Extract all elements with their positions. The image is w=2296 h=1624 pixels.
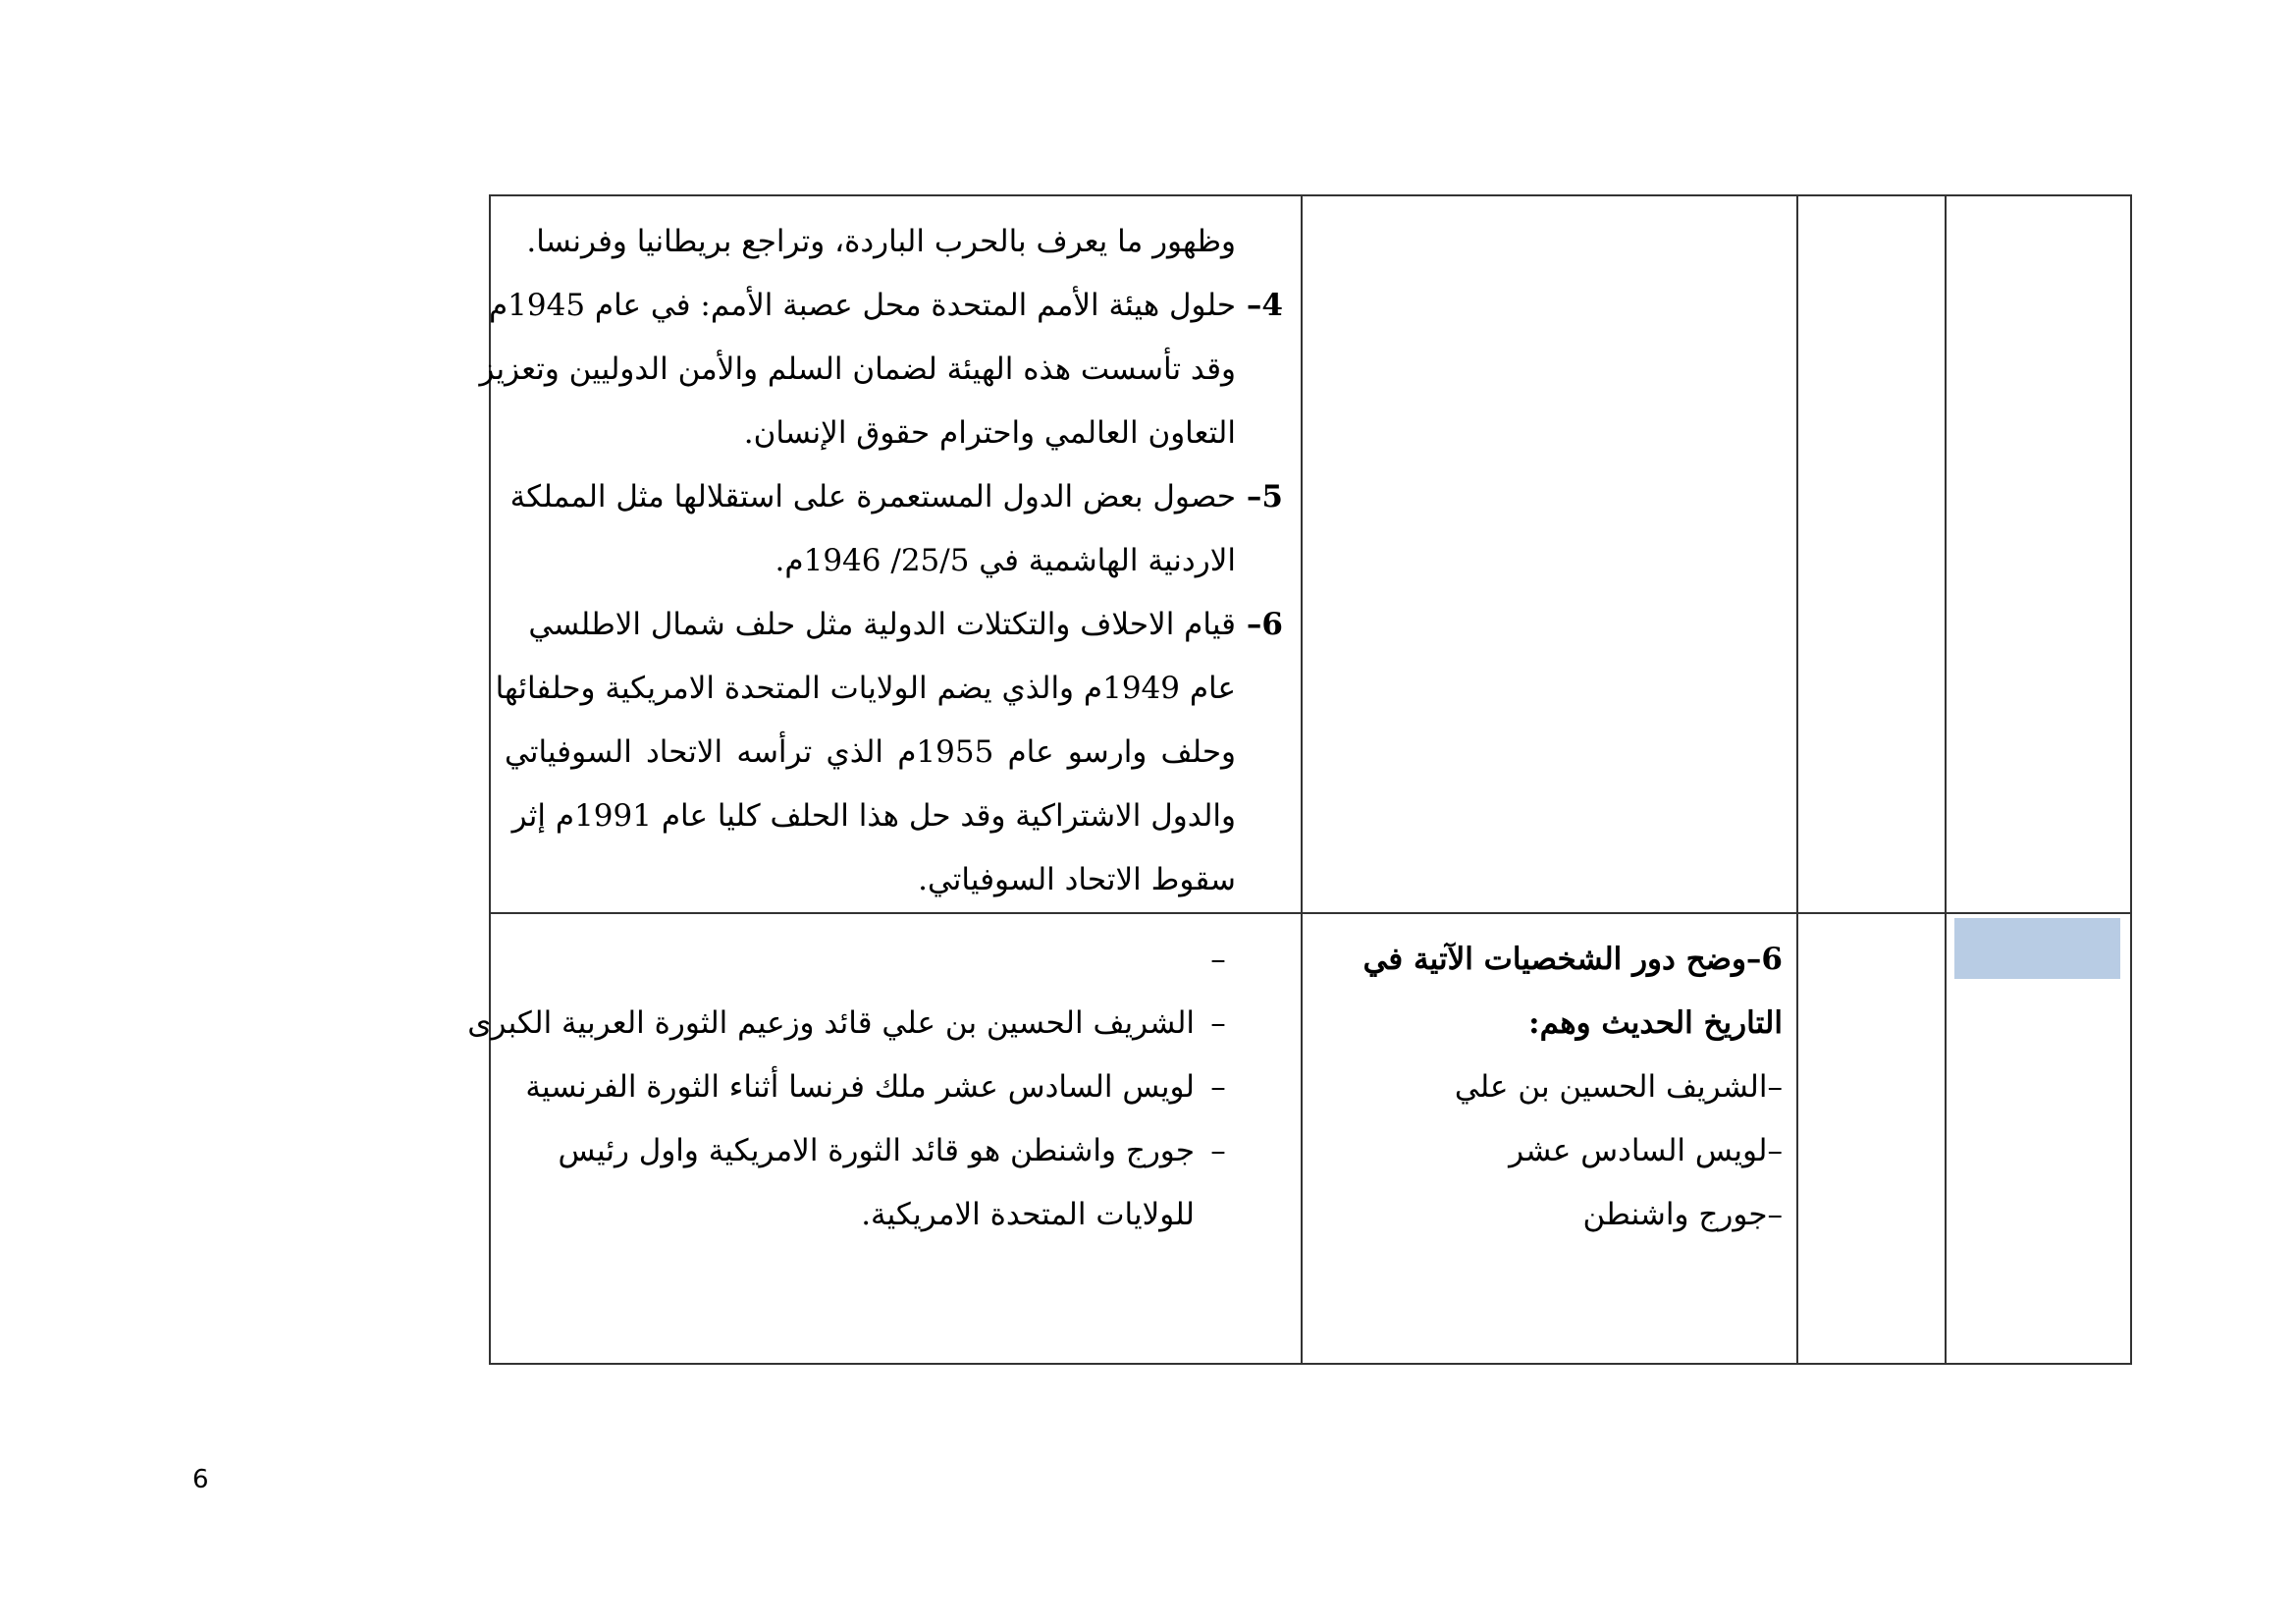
answer-line: عام 1949م والذي يضم الولايات المتحدة الامريكية وحلفائها	[495, 671, 1236, 706]
answer-line: وظهور ما يعرف بالحرب الباردة، وتراجع بريطانيا وفرنسا.	[526, 224, 1236, 259]
answer-list	[467, 914, 1301, 1247]
item-number: 5–	[1246, 479, 1283, 514]
table-row	[490, 913, 2131, 1364]
answer-text	[479, 196, 1301, 912]
score-cell	[1946, 913, 2131, 1364]
item-number: 6–	[1246, 607, 1283, 642]
answer-line: 6–قيام الاحلاف والتكتلات الدولية مثل حلف شمال الاطلسي	[505, 593, 1283, 657]
answer-line: التعاون العالمي واحترام حقوق الإنسان.	[743, 415, 1236, 451]
answer-line: سقوط الاتحاد السوفياتي.	[918, 862, 1236, 897]
question-cell	[1302, 195, 1797, 913]
table-row	[490, 195, 2131, 913]
page-number: 6	[192, 1465, 209, 1494]
question-cell	[1302, 913, 1797, 1364]
answer-table	[467, 194, 2132, 1365]
answer-item-continuation: للولايات المتحدة الامريكية.	[861, 1197, 1195, 1232]
answer-cell	[467, 913, 1302, 1364]
item-number: 4–	[1246, 288, 1283, 323]
score-highlight	[1954, 918, 2120, 979]
answer-line: والدول الاشتراكية وقد حل هذا الحلف كليا عام 1991م إثر	[511, 798, 1236, 834]
question-text	[1303, 914, 1796, 1247]
answer-item: –جورج واشنطن هو قائد الثورة الامريكية واول رئيس	[558, 1133, 1226, 1168]
question-title: 6–وضح دور الشخصيات الآتية في	[1362, 942, 1783, 977]
answer-line: الاردنية الهاشمية في 25/5/ 1946م.	[774, 543, 1236, 578]
empty-dash-line: –	[1210, 942, 1226, 977]
question-item: –لويس السادس عشر	[1509, 1133, 1783, 1168]
empty-cell	[1797, 913, 1946, 1364]
answer-line: 4–حلول هيئة الأمم المتحدة محل عصبة الأمم: في عام 1945م	[505, 274, 1283, 338]
answer-item: –الشريف الحسين بن علي قائد وزعيم الثورة العربية الكبرى	[467, 1005, 1226, 1041]
answer-cell	[479, 195, 1302, 913]
answer-line: 5–حصول بعض الدول المستعمرة على استقلالها مثل المملكة	[505, 465, 1283, 529]
answer-line: وحلف وارسو عام 1955م الذي ترأسه الاتحاد السوفياتي	[505, 734, 1236, 770]
answer-line: وقد تأسست هذه الهيئة لضمان السلم والأمن الدوليين وتعزيز	[479, 352, 1236, 387]
question-item: –الشريف الحسين بن علي	[1454, 1069, 1783, 1105]
answer-item: –لويس السادس عشر ملك فرنسا أثناء الثورة الفرنسية	[525, 1069, 1226, 1105]
question-item: –جورج واشنطن	[1582, 1197, 1783, 1232]
empty-cell	[1797, 195, 1946, 913]
question-title: التاريخ الحديث وهم:	[1528, 1005, 1783, 1041]
score-cell	[1946, 195, 2131, 913]
